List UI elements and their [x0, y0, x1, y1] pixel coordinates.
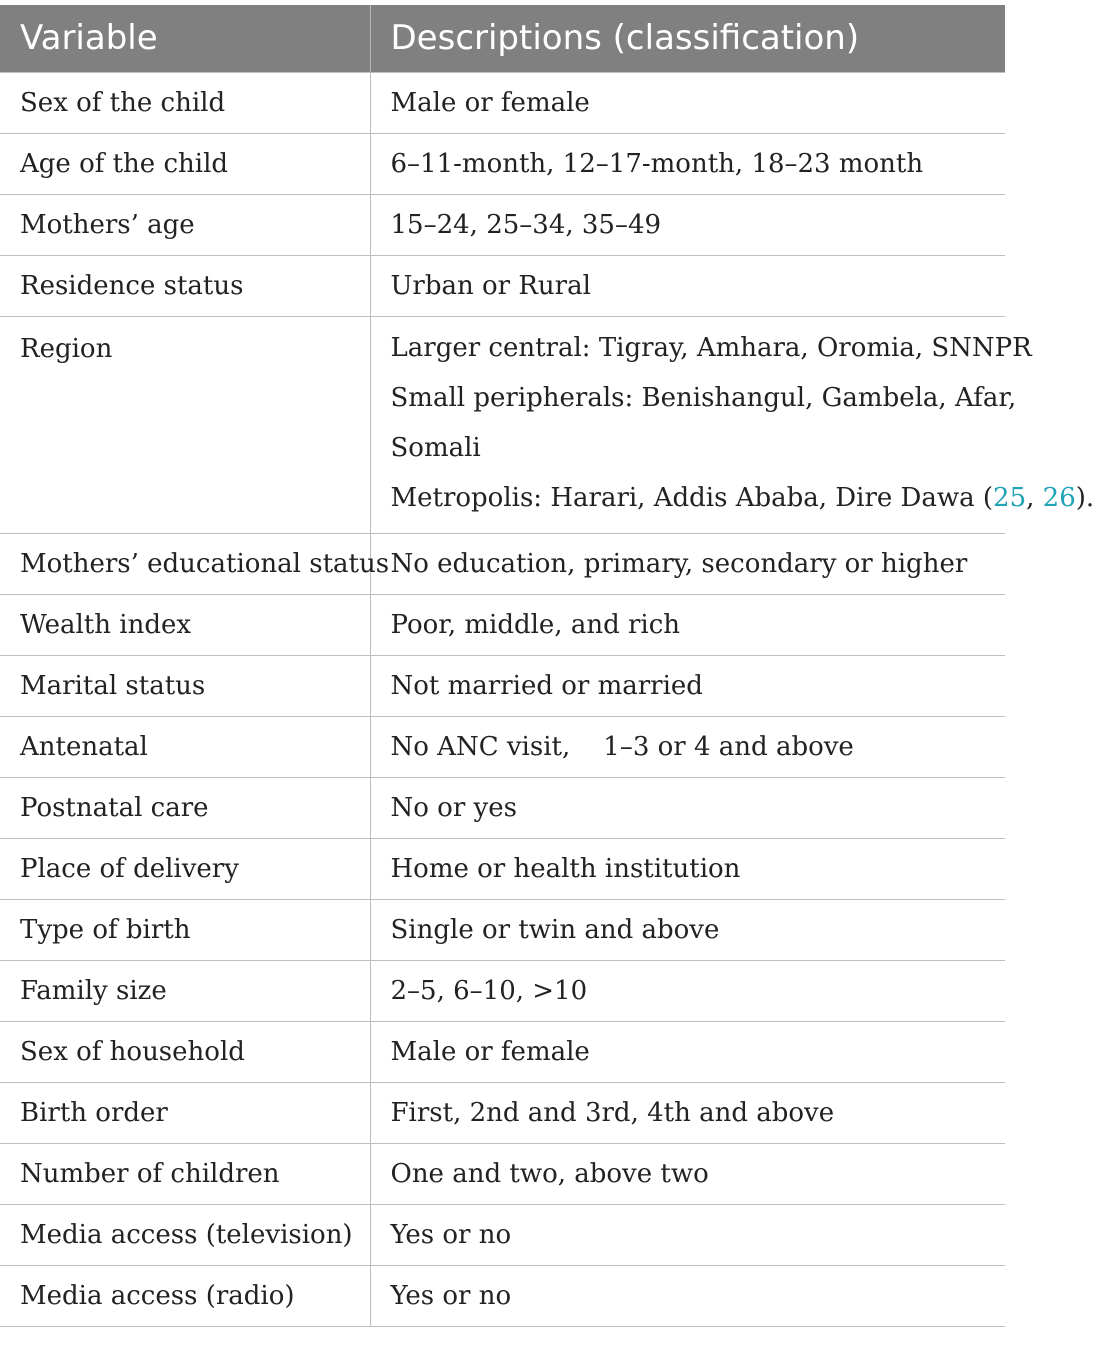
description-cell: No or yes: [370, 777, 1005, 838]
description-cell: 6–11-month, 12–17-month, 18–23 month: [370, 133, 1005, 194]
description-cell: [370, 316, 1094, 533]
description-cell: Yes or no: [370, 1265, 1005, 1326]
table-row: [0, 533, 1005, 594]
table-row: [0, 1204, 1005, 1265]
description-cell: Home or health institution: [370, 838, 1005, 899]
description-cell: Poor, middle, and rich: [370, 594, 1005, 655]
variable-cell: Residence status: [0, 255, 370, 316]
description-cell: No ANC visit, 1–3 or 4 and above: [370, 716, 1005, 777]
region-line-small-peripherals: Small peripherals: Benishangul, Gambela, Afar,: [390, 382, 1017, 413]
variables-table: [0, 5, 1094, 1327]
metropolis-suffix: ).: [1075, 482, 1094, 513]
description-cell: 2–5, 6–10, >10: [370, 960, 1005, 1021]
variable-cell: Birth order: [0, 1082, 370, 1143]
region-line-larger-central: Larger central: Tigray, Amhara, Oromia, SNNPR: [390, 332, 1032, 363]
table-row: [0, 1082, 1005, 1143]
region-label: Region: [20, 333, 113, 364]
reference-link-26[interactable]: 26: [1042, 482, 1076, 513]
header-variable: Variable: [0, 5, 370, 72]
region-line-metropolis: [390, 473, 1094, 523]
variable-cell: Sex of the child: [0, 72, 370, 133]
description-cell: Male or female: [370, 1021, 1005, 1082]
description-cell: Yes or no: [370, 1204, 1005, 1265]
table-row: [0, 1021, 1005, 1082]
description-cell: Not married or married: [370, 655, 1005, 716]
table-row: [0, 1265, 1005, 1326]
variables-table-container: [0, 5, 1094, 1327]
table-row: [0, 594, 1005, 655]
variable-cell: [0, 316, 370, 533]
reference-link-25[interactable]: 25: [993, 482, 1027, 513]
description-cell: Male or female: [370, 72, 1005, 133]
variable-cell: Place of delivery: [0, 838, 370, 899]
table-row: [0, 255, 1005, 316]
variable-cell: Marital status: [0, 655, 370, 716]
variable-cell: Antenatal: [0, 716, 370, 777]
metropolis-text: Metropolis: Harari, Addis Ababa, Dire Dawa (: [390, 482, 994, 513]
variable-cell: Type of birth: [0, 899, 370, 960]
variable-cell: Postnatal care: [0, 777, 370, 838]
variable-cell: Family size: [0, 960, 370, 1021]
table-row: [0, 72, 1005, 133]
variable-cell: Sex of household: [0, 1021, 370, 1082]
table-row: [0, 133, 1005, 194]
description-cell: No education, primary, secondary or higher: [370, 533, 1005, 594]
table-row: [0, 1143, 1005, 1204]
table-row: [0, 960, 1005, 1021]
table-header-row: [0, 5, 1005, 72]
table-row-region: [0, 316, 1005, 533]
variable-cell: Number of children: [0, 1143, 370, 1204]
description-cell: 15–24, 25–34, 35–49: [370, 194, 1005, 255]
variable-cell: Age of the child: [0, 133, 370, 194]
description-cell: Single or twin and above: [370, 899, 1005, 960]
variable-cell: Mothers’ educational status: [0, 533, 370, 594]
description-cell: One and two, above two: [370, 1143, 1005, 1204]
table-row: [0, 194, 1005, 255]
table-row: [0, 716, 1005, 777]
table-row: [0, 777, 1005, 838]
table-row: [0, 838, 1005, 899]
variable-cell: Wealth index: [0, 594, 370, 655]
variable-cell: Media access (television): [0, 1204, 370, 1265]
description-cell: First, 2nd and 3rd, 4th and above: [370, 1082, 1005, 1143]
header-description: Descriptions (classification): [370, 5, 1005, 72]
table-row: [0, 655, 1005, 716]
reference-separator: ,: [1026, 482, 1043, 513]
table-row: [0, 899, 1005, 960]
description-cell: Urban or Rural: [370, 255, 1005, 316]
region-line-somali: Somali: [390, 432, 481, 463]
variable-cell: Mothers’ age: [0, 194, 370, 255]
variable-cell: Media access (radio): [0, 1265, 370, 1326]
